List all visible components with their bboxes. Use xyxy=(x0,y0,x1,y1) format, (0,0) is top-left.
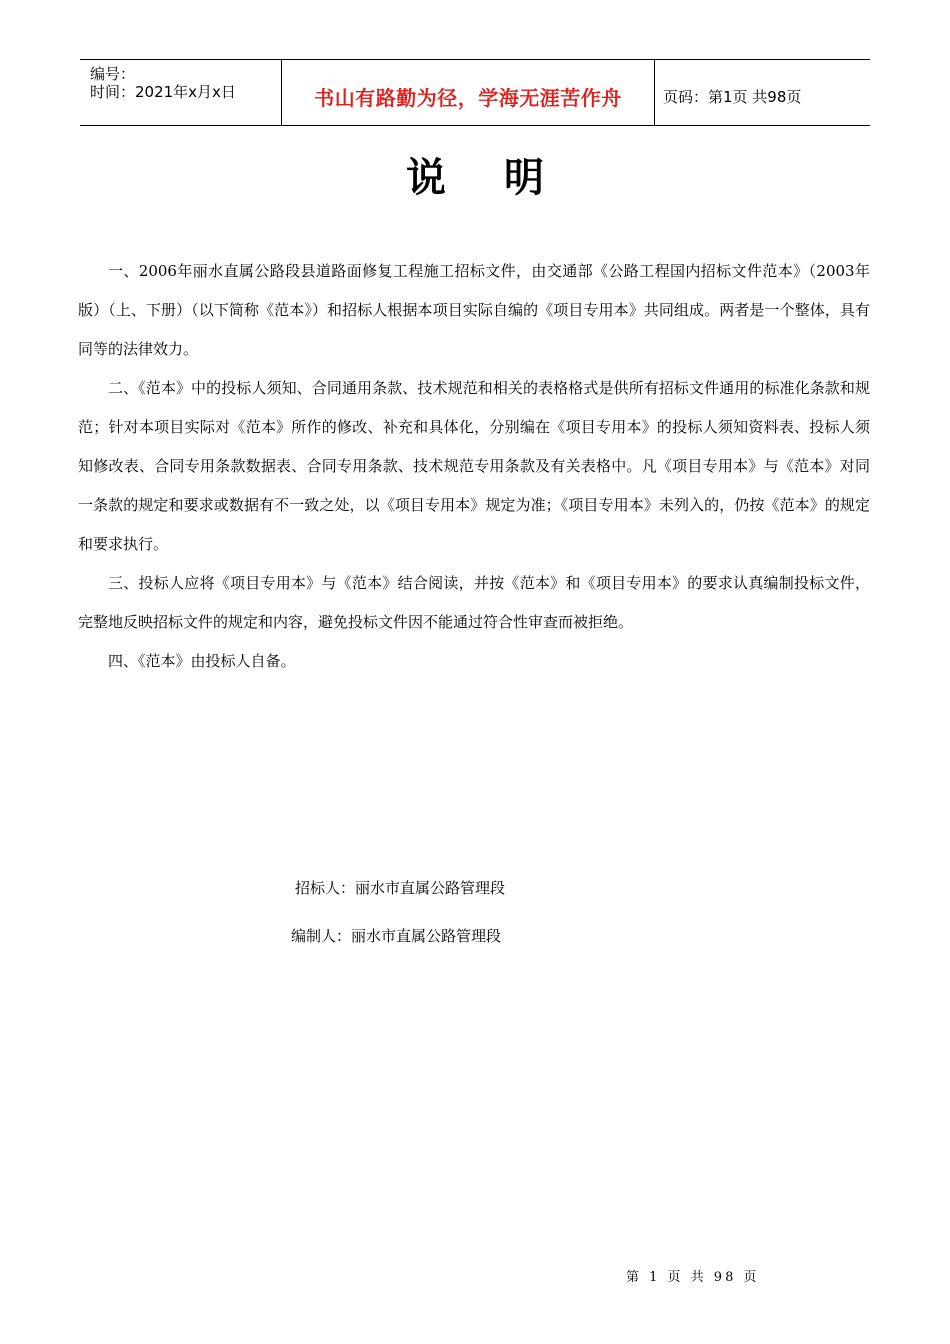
document-time-label: 时间：2021年x月x日 xyxy=(90,83,236,101)
header-motto: 书山有路勤为径，学海无涯苦作舟 xyxy=(314,86,622,110)
tenderer-signature: 招标人：丽水市直属公路管理段 xyxy=(295,879,506,897)
header-motto-cell xyxy=(281,60,655,125)
page-footer: 第 1 页 共 98 页 xyxy=(626,1270,760,1285)
document-title: 说明 xyxy=(406,155,602,201)
header-page-cell xyxy=(655,60,870,125)
header-meta-cell xyxy=(80,60,281,125)
paragraph-4: 四、《范本》由投标人自备。 xyxy=(108,652,296,670)
paragraph-2: 二、《范本》中的投标人须知、合同通用条款、技术规范和相关的表格格式是供所有招标文件通用的标准化条款和规范；针对本项目实际对《范本》所作的修改、补充和具体化，分别编在《项目专用本》的投标人须知资料表、投标人须知修改表、合同专用条款数据表、合同专用条款、技术规范专用条款及有关表格中。凡《项目专用本》与《范本》对同一条款的规定和要求或数据有不一致之处，以《项目专用本》规定为准；《项目专用本》未列入的，仍按《范本》的规定和要求执行。 xyxy=(78,379,870,553)
compiler-signature: 编制人：丽水市直属公路管理段 xyxy=(291,927,502,945)
header-page-info: 页码：第1页 共98页 xyxy=(663,88,802,106)
paragraph-1: 一、2006年丽水直属公路段县道路面修复工程施工招标文件，由交通部《公路工程国内招标文件范本》（2003年版）（上、下册）（以下简称《范本》）和招标人根据本项目实际自编的《项目专用本》共同组成。两者是一个整体，具有同等的法律效力。 xyxy=(78,262,870,358)
document-body xyxy=(78,252,870,681)
document-number-label: 编号： xyxy=(90,65,136,83)
page-header xyxy=(80,59,870,126)
paragraph-3: 三、投标人应将《项目专用本》与《范本》结合阅读，并按《范本》和《项目专用本》的要求认真编制投标文件，完整地反映招标文件的规定和内容，避免投标文件因不能通过符合性审查而被拒绝。 xyxy=(78,574,870,631)
